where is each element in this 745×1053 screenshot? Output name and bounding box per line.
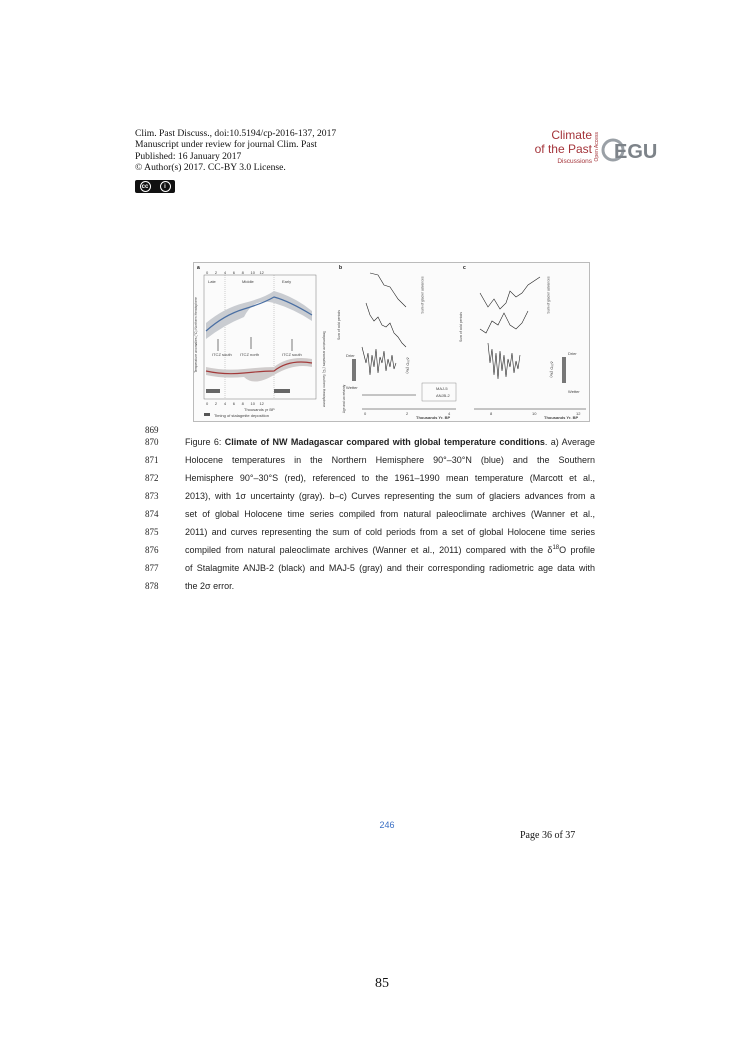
line-number: 877 — [145, 563, 159, 573]
page-of: Page 36 of 37 — [520, 830, 576, 841]
header-line-1: Clim. Past Discuss., doi:10.5194/cp-2016-137, 2017 — [135, 128, 337, 139]
journal-header — [135, 128, 336, 174]
panel-b-label-cold: Sum of cold periods — [336, 310, 341, 340]
panel-a-top-ticks: 0 2 4 6 8 10 12 — [206, 270, 264, 275]
line-number: 875 — [145, 527, 159, 537]
panel-c-tick-10: 10 — [532, 411, 537, 416]
panel-a — [194, 263, 334, 421]
panel-b-tick-4: 4 — [448, 411, 451, 416]
figure-6 — [193, 262, 590, 422]
panel-a-tag: a — [197, 265, 200, 271]
period-late: Late — [208, 279, 216, 284]
caption-line: 2013), with 1σ uncertainty (gray). b–c) Curves representing the sum of glaciers advances from a — [185, 491, 595, 501]
legend-anjb2: ANJB-2 — [436, 393, 450, 398]
panel-b-xlabel: Thousands Yr. BP — [416, 415, 451, 420]
panel-c-label-cold: Sum of cold periods — [458, 312, 463, 342]
panel-c-label-wetter: Wetter — [568, 389, 580, 394]
period-middle: Middle — [242, 279, 254, 284]
inner-page-number: 246 — [379, 820, 395, 830]
header-line-2: Manuscript under review for journal Clim. Past — [135, 139, 317, 151]
panel-a-ylabel-left: Temperature anomalies (°C) Northern Hemisphere — [193, 297, 198, 373]
attribution-icon: i — [160, 181, 171, 192]
line-number: 871 — [145, 455, 159, 465]
caption-line: the 2σ error. — [185, 581, 235, 591]
panel-c-label-d18o: δ¹⁸O (‰) — [549, 361, 555, 378]
egu-logo-icon — [602, 130, 658, 170]
panel-a-ylabel-right: Temperature anomalies (°C) Southern Hemisphere — [322, 330, 327, 408]
panel-c-label-drier: Drier — [568, 351, 577, 356]
line-number: 873 — [145, 491, 159, 501]
panel-b-label-drier: Drier — [346, 353, 355, 358]
itcz-label-1: ITCZ south — [212, 352, 232, 357]
line-number: 876 — [145, 545, 159, 555]
caption-line: compiled from natural paleoclimate archives (Wanner et al., 2011) compared with the $\delta^{18}O$ profile — [185, 545, 596, 555]
logo-egu: EGU — [614, 141, 658, 163]
panel-b — [336, 263, 460, 421]
caption-line: Figure 6: Climate of NW Madagascar compared with global temperature conditions. a) Average — [185, 437, 595, 447]
caption-line: of Stalagmite ANJB-2 (black) and MAJ-5 (gray) and their corresponding radiometric age data with — [185, 563, 595, 573]
panel-b-label-age: Age and uncertainty — [342, 384, 347, 414]
journal-logo — [530, 126, 658, 174]
itcz-label-2: ITCZ north — [240, 352, 260, 357]
panel-b-tag: b — [339, 265, 343, 271]
itcz-label-3: ITCZ south — [282, 352, 302, 357]
panel-c-tag: c — [463, 265, 466, 271]
panel-a-bottom-ticks: 0 2 4 6 8 10 12 — [206, 401, 264, 406]
line-number: 870 — [145, 437, 159, 447]
line-number: 869 — [145, 425, 159, 435]
panel-c-xlabel: Thousands Yr. BP — [544, 415, 579, 420]
panel-b-tick-0: 0 — [364, 411, 367, 416]
panel-a-legend: Timing of stalagmite deposition — [214, 413, 269, 418]
panel-b-label-wetter: Wetter — [346, 385, 358, 390]
logo-of-the-past: of the Past — [534, 142, 592, 156]
panel-b-label-d18o: δ¹⁸O (‰) — [405, 357, 411, 374]
panel-c-tick-8: 8 — [490, 411, 493, 416]
caption-line: Holocene temperatures in the Northern Hemisphere 90°–30°N (blue) and the Southern — [185, 455, 595, 465]
cc-license-badge — [135, 180, 175, 193]
logo-discussions: Discussions — [557, 158, 592, 165]
line-number: 872 — [145, 473, 159, 483]
legend-maj5: MAJ-5 — [436, 386, 448, 391]
line-number: 874 — [145, 509, 159, 519]
line-number: 878 — [145, 581, 159, 591]
panel-c-tick-12: 12 — [576, 411, 581, 416]
caption-line: 2011) and curves representing the sum of cold periods from a set of global Holocene time series — [185, 527, 595, 537]
panel-b-label-glacier: Sum of glacier advances — [420, 276, 425, 314]
header-line-4: © Author(s) 2017. CC-BY 3.0 License. — [135, 162, 286, 174]
logo-climate: Climate — [551, 128, 592, 142]
panel-c — [460, 263, 589, 421]
logo-open-access: Open Access — [594, 132, 600, 162]
caption-line: Hemisphere 90°–30°S (red), referenced to the 1961–1990 mean temperature (Marcott et al., — [185, 473, 595, 483]
period-early: Early — [282, 279, 292, 284]
panel-a-xlabel: Thousands yr BP — [244, 407, 275, 412]
panel-c-label-glacier: Sum of glacier advances — [546, 276, 551, 314]
caption-line: set of global Holocene time series compiled from natural paleoclimate archives (Wanner et al., — [185, 509, 595, 519]
cc-icon: cc — [140, 181, 151, 192]
header-line-3: Published: 16 January 2017 — [135, 150, 242, 162]
panel-b-tick-2: 2 — [406, 411, 409, 416]
footer-page-number: 85 — [375, 976, 389, 991]
